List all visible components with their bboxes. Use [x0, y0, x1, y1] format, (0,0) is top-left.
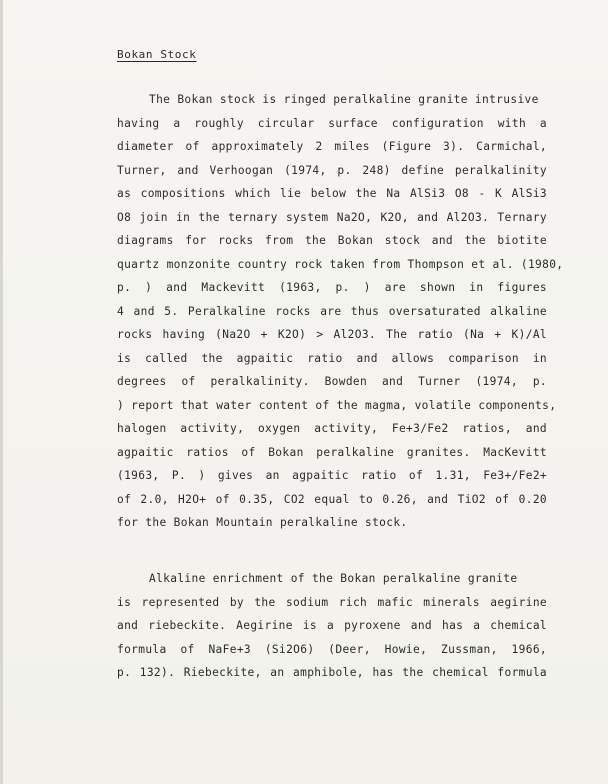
- text-line: rocks having (Na2O + K2O) > Al2O3. The ratio (Na + K)/Al: [117, 328, 547, 341]
- text-line: degrees of peralkalinity. Bowden and Turner (1974, p.: [117, 375, 547, 388]
- text-line: having a roughly circular surface configuration with a: [117, 116, 547, 130]
- page-edge: [0, 0, 3, 784]
- text-line: 4 and 5. Peralkaline rocks are thus oversaturated alkaline: [117, 304, 547, 318]
- text-line: and riebeckite. Aegirine is a pyroxene and has a chemical: [117, 619, 547, 632]
- paragraph-2: [117, 567, 547, 685]
- text-line: halogen activity, oxygen activity, Fe+3/Fe2 ratios, and: [117, 422, 547, 435]
- paragraph-1: [117, 88, 564, 535]
- text-line: diameter of approximately 2 miles (Figure 3). Carmichal,: [117, 140, 547, 153]
- text-line: O8 join in the ternary system Na2O, K2O, and Al2O3. Ternary: [117, 210, 547, 224]
- text-line: is represented by the sodium rich mafic minerals aegirine: [117, 595, 547, 609]
- text-line: p. ) and Mackevitt (1963, p. ) are shown in figures: [117, 281, 547, 294]
- text-line: p. 132). Riebeckite, an amphibole, has the chemical formula: [117, 666, 547, 679]
- text-line: is called the agpaitic ratio and allows comparison in: [117, 351, 547, 365]
- text-line: Alkaline enrichment of the Bokan peralkaline granite: [149, 572, 518, 585]
- text-line: formula of NaFe+3 (Si2O6) (Deer, Howie, Zussman, 1966,: [117, 642, 547, 656]
- section-heading: Bokan Stock: [117, 48, 197, 61]
- text-line: of 2.0, H2O+ of 0.35, CO2 equal to 0.26, and TiO2 of 0.20: [117, 492, 547, 506]
- text-line: quartz monzonite country rock taken from Thompson et al. (1980,: [117, 257, 564, 271]
- text-line: Turner, and Verhoogan (1974, p. 248) define peralkalinity: [117, 163, 547, 177]
- text-line: diagrams for rocks from the Bokan stock and the biotite: [117, 234, 547, 247]
- text-line: for the Bokan Mountain peralkaline stock.: [117, 516, 408, 529]
- text-line: (1963, P. ) gives an agpaitic ratio of 1.31, Fe3+/Fe2+: [117, 469, 547, 482]
- text-line: as compositions which lie below the Na AlSi3 O8 - K AlSi3: [117, 187, 547, 200]
- text-line: The Bokan stock is ringed peralkaline granite intrusive: [149, 93, 539, 106]
- text-line: ) report that water content of the magma, volatile components,: [117, 398, 557, 412]
- text-line: agpaitic ratios of Bokan peralkaline granites. MacKevitt: [117, 445, 547, 459]
